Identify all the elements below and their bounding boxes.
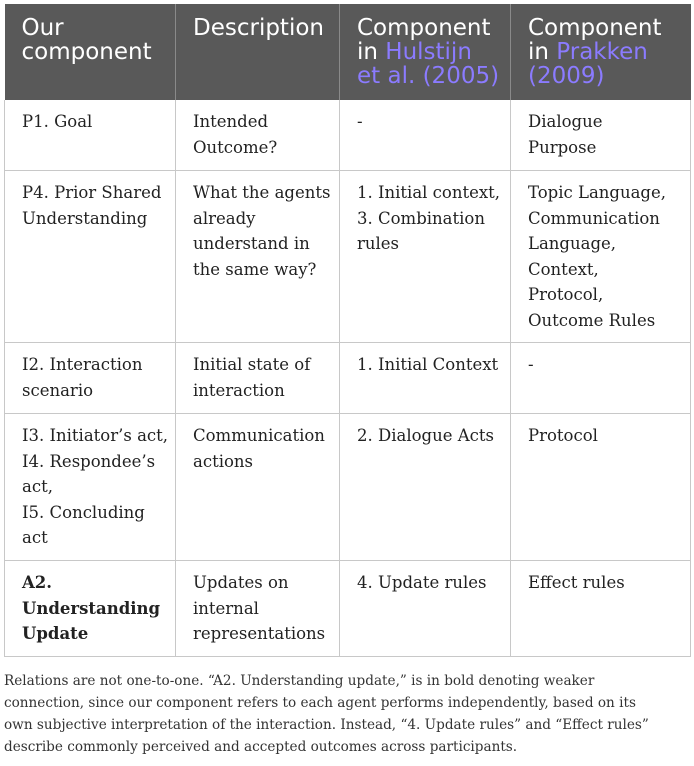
cell-text: representations xyxy=(193,624,326,643)
cell-text: understand in xyxy=(193,234,310,253)
cell-text: P4. Prior Shared xyxy=(22,183,162,202)
cell-hulstijn xyxy=(340,100,511,171)
cell-text: Effect rules xyxy=(528,573,625,592)
cell-our-component xyxy=(5,414,176,561)
table-header-row xyxy=(5,4,691,100)
table-row xyxy=(5,171,691,343)
cell-text: P1. Goal xyxy=(22,112,93,131)
cell-text: act, xyxy=(22,477,53,496)
cell-text: I2. Interaction xyxy=(22,355,143,374)
footnote-line: Relations are not one-to-one. “A2. Understanding update,” is in bold denoting weaker xyxy=(4,673,595,689)
citation-link-prakken[interactable]: Prakken xyxy=(556,39,648,65)
cell-prakken xyxy=(511,561,691,657)
cell-text: I3. Initiator’s act, xyxy=(22,426,169,445)
cell-hulstijn xyxy=(340,171,511,343)
header-text: Component xyxy=(528,15,662,41)
cell-text: Purpose xyxy=(528,137,597,157)
cell-text: Protocol xyxy=(528,426,598,445)
cell-text: - xyxy=(357,112,363,131)
cell-text: 2. Dialogue Acts xyxy=(357,426,494,445)
cell-text: Intended xyxy=(193,112,269,131)
header-text: component xyxy=(21,39,152,65)
cell-text: Language, xyxy=(528,234,617,253)
cell-text: internal xyxy=(193,598,259,618)
table-row xyxy=(5,100,691,171)
cell-our-component xyxy=(5,171,176,343)
cell-prakken xyxy=(511,171,691,343)
header-text: in xyxy=(528,39,557,65)
header-description xyxy=(176,4,340,100)
cell-text: Outcome? xyxy=(193,137,278,157)
comparison-table-container xyxy=(4,4,690,657)
cell-text: Communication xyxy=(528,208,660,228)
cell-hulstijn xyxy=(340,343,511,414)
cell-text: 1. Initial Context xyxy=(357,355,499,374)
citation-link-hulstijn-cont[interactable]: et al. (2005) xyxy=(357,63,500,89)
cell-text: Understanding xyxy=(22,598,161,618)
header-text: in xyxy=(357,39,386,65)
footnote-line: own subjective interpretation of the interaction. Instead, “4. Update rules” and “Effect rules” xyxy=(4,717,649,733)
comparison-table xyxy=(4,4,691,657)
footnote-line: describe commonly perceived and accepted outcomes across participants. xyxy=(4,739,518,755)
cell-text: Update xyxy=(22,624,89,643)
header-component-prakken xyxy=(511,4,691,100)
cell-hulstijn xyxy=(340,561,511,657)
cell-prakken xyxy=(511,100,691,171)
cell-description xyxy=(176,100,340,171)
cell-text: actions xyxy=(193,451,254,471)
cell-text: interaction xyxy=(193,380,285,400)
citation-link-prakken-cont[interactable]: (2009) xyxy=(528,63,605,89)
cell-text: already xyxy=(193,208,256,228)
cell-text: Topic Language, xyxy=(528,183,667,202)
cell-hulstijn xyxy=(340,414,511,561)
cell-description xyxy=(176,343,340,414)
cell-our-component xyxy=(5,100,176,171)
cell-text: Communication xyxy=(193,426,325,445)
table-row xyxy=(5,343,691,414)
cell-prakken xyxy=(511,343,691,414)
header-component-hulstijn xyxy=(340,4,511,100)
header-text: Description xyxy=(193,15,324,41)
citation-link-hulstijn[interactable]: Hulstijn xyxy=(385,39,472,65)
header-our-component xyxy=(5,4,176,100)
cell-text: Understanding xyxy=(22,208,148,228)
cell-text: Outcome Rules xyxy=(528,310,656,330)
table-row xyxy=(5,414,691,561)
cell-text: Context, xyxy=(528,259,599,279)
table-row xyxy=(5,561,691,657)
cell-text: What the agents xyxy=(193,183,331,202)
cell-our-component xyxy=(5,561,176,657)
cell-text: A2. xyxy=(22,573,53,592)
cell-text: Dialogue xyxy=(528,112,603,131)
cell-text: Protocol, xyxy=(528,285,604,304)
header-text: Our xyxy=(21,15,64,41)
cell-description xyxy=(176,561,340,657)
table-footnote xyxy=(4,670,690,758)
cell-text: scenario xyxy=(22,380,94,400)
cell-text: the same way? xyxy=(193,259,317,279)
cell-prakken xyxy=(511,414,691,561)
cell-our-component xyxy=(5,343,176,414)
footnote-line: connection, since our component refers to each agent performs independently, based on its xyxy=(4,695,636,711)
cell-text: Initial state of xyxy=(193,355,311,374)
cell-text: 1. Initial context, xyxy=(357,183,501,202)
cell-description xyxy=(176,414,340,561)
cell-text: rules xyxy=(357,234,400,253)
cell-text: Updates on xyxy=(193,573,289,592)
cell-text: act xyxy=(22,528,48,547)
cell-description xyxy=(176,171,340,343)
cell-text: I4. Respondee’s xyxy=(22,451,156,471)
cell-text: I5. Concluding xyxy=(22,502,145,522)
header-text: Component xyxy=(357,15,491,41)
cell-text: 4. Update rules xyxy=(357,573,487,592)
cell-text: 3. Combination xyxy=(357,208,485,228)
cell-text: - xyxy=(528,355,534,374)
